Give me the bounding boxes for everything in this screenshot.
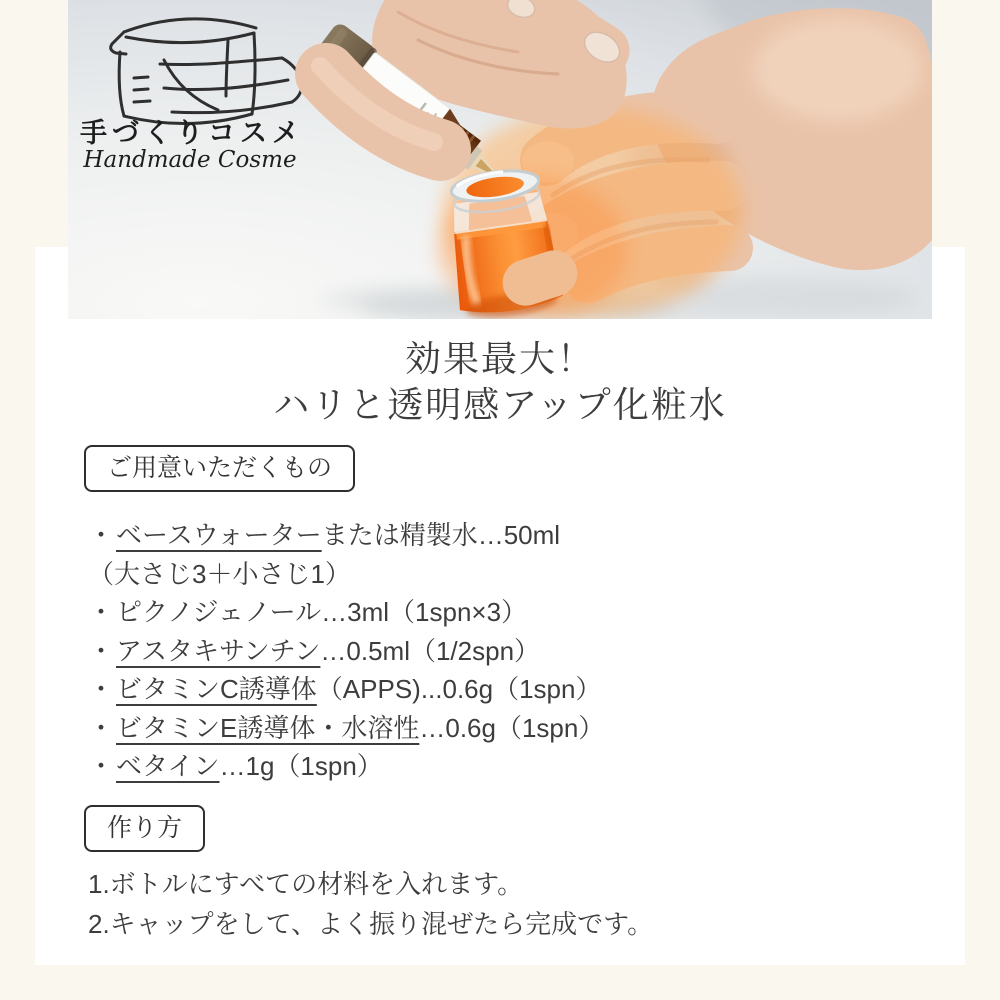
ingredients-heading: ご用意いただくもの xyxy=(107,454,333,482)
step-item: 1.ボトルにすべての材料を入れます。 xyxy=(88,869,524,899)
title-line2: ハリと透明感アップ化粧水 xyxy=(273,384,727,425)
list-item: ・ピクノジェノール…3ml（1spn×3） xyxy=(88,597,528,627)
ingredients-heading-box xyxy=(84,445,355,492)
steps-list xyxy=(88,864,948,944)
product-photo xyxy=(68,0,932,319)
list-item: ・ベタイン…1g（1spn） xyxy=(88,751,383,781)
title-line1: 効果最大！ xyxy=(404,338,595,379)
step-item: 2.キャップをして、よく振り混ぜたら完成です。 xyxy=(88,909,654,939)
page-title xyxy=(0,336,1000,428)
logo-text-jp: 手づくりコスメ xyxy=(80,118,304,148)
list-item: ・ビタミンE誘導体・水溶性…0.6g（1spn） xyxy=(88,712,605,743)
steps-heading: 作り方 xyxy=(107,814,183,842)
list-item-continuation: （大さじ3＋小さじ1） xyxy=(88,558,351,589)
list-item: ・ビタミンC誘導体（APPS)...0.6g（1spn） xyxy=(88,674,602,704)
steps-heading-box xyxy=(84,805,205,852)
logo-text-en: Handmade Cosme xyxy=(83,147,297,173)
list-item: ・ベースウォーターまたは精製水…50ml xyxy=(88,520,561,550)
list-item: ・アスタキサンチン…0.5ml（1/2spn） xyxy=(88,635,541,666)
photo-illustration xyxy=(68,0,932,319)
ingredients-list xyxy=(88,516,928,786)
